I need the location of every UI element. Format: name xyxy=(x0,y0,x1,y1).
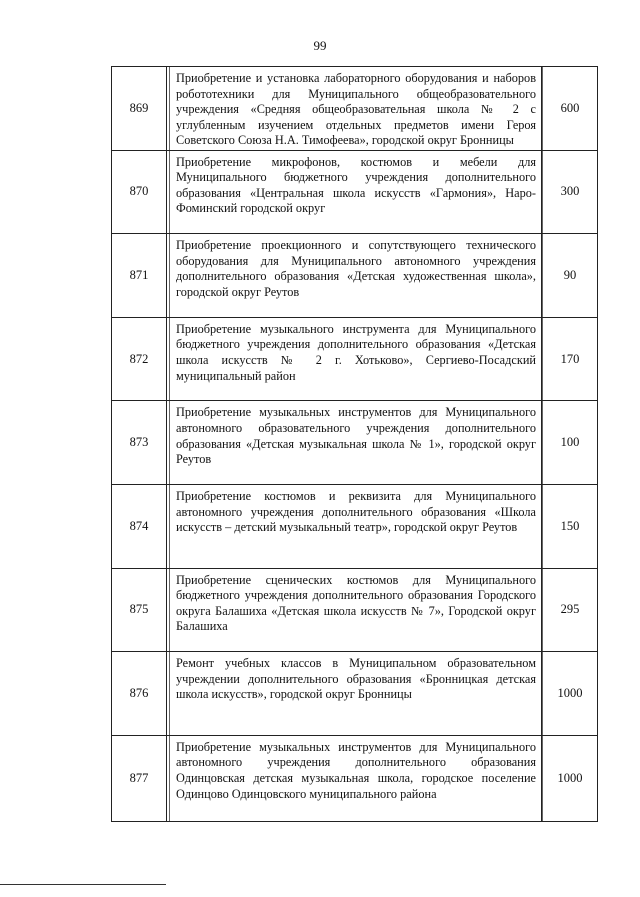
row-description: Приобретение и установка лабораторного оборудования и наборов робототехники для Муниципального общеобразовательного учреждения «Средняя общеобразовательная школа № 2 с углубленным изучением отдельных предметов имени Героя Советского Союза Н.А. Тимофеева», городской округ Бронницы xyxy=(169,67,542,150)
table-row xyxy=(112,652,598,736)
table-row xyxy=(112,569,598,653)
row-description: Приобретение музыкальных инструментов для Муниципального автономного учреждения дополнительного образования Одинцовская детская музыкальная школа, городское поселение Одинцово Одинцовского муниципального района xyxy=(169,736,542,821)
row-amount: 150 xyxy=(542,485,598,568)
row-amount: 295 xyxy=(542,569,598,652)
row-description: Ремонт учебных классов в Муниципальном образовательном учреждении дополнительного образования «Бронницкая детская школа искусств», городской округ Бронницы xyxy=(169,652,542,735)
row-amount: 300 xyxy=(542,151,598,234)
row-number: 869 xyxy=(112,67,167,150)
table-row xyxy=(112,151,598,235)
table-row xyxy=(112,67,598,151)
row-number: 875 xyxy=(112,569,167,652)
row-description: Приобретение музыкального инструмента для Муниципального бюджетного учреждения дополнительного образования «Детская школа искусств № 2 г. Хотьково», Сергиево-Посадский муниципальный район xyxy=(169,318,542,401)
row-description: Приобретение костюмов и реквизита для Муниципального автономного учреждения дополнительного образования «Школа искусств – детский музыкальный театр», городской округ Реутов xyxy=(169,485,542,568)
row-amount: 170 xyxy=(542,318,598,401)
row-number: 870 xyxy=(112,151,167,234)
row-number: 874 xyxy=(112,485,167,568)
table-row xyxy=(112,318,598,402)
row-number: 877 xyxy=(112,736,167,821)
footnote-divider xyxy=(0,884,166,885)
row-amount: 100 xyxy=(542,401,598,484)
row-number: 871 xyxy=(112,234,167,317)
table-row xyxy=(112,234,598,318)
row-description: Приобретение сценических костюмов для Муниципального бюджетного учреждения дополнительного образования Городского округа Балашиха «Детская школа искусств № 7», Городской округ Балашиха xyxy=(169,569,542,652)
row-description: Приобретение проекционного и сопутствующего технического оборудования для Муниципального автономного учреждения дополнительного образования «Детская художественная школа», городской округ Реутов xyxy=(169,234,542,317)
row-number: 872 xyxy=(112,318,167,401)
table-row xyxy=(112,401,598,485)
page-number: 99 xyxy=(313,38,327,53)
row-amount: 1000 xyxy=(542,652,598,735)
table-row xyxy=(112,736,598,822)
funding-table xyxy=(111,66,598,822)
row-description: Приобретение микрофонов, костюмов и мебели для Муниципального бюджетного учреждения дополнительного образования «Центральная школа искусств «Гармония», Наро-Фоминский городской округ xyxy=(169,151,542,234)
row-number: 876 xyxy=(112,652,167,735)
row-description: Приобретение музыкальных инструментов для Муниципального автономного образовательного учреждения дополнительного образования «Детская музыкальная школа № 1», городской округ Реутов xyxy=(169,401,542,484)
row-amount: 1000 xyxy=(542,736,598,821)
row-amount: 600 xyxy=(542,67,598,150)
row-amount: 90 xyxy=(542,234,598,317)
table-row xyxy=(112,485,598,569)
row-number: 873 xyxy=(112,401,167,484)
